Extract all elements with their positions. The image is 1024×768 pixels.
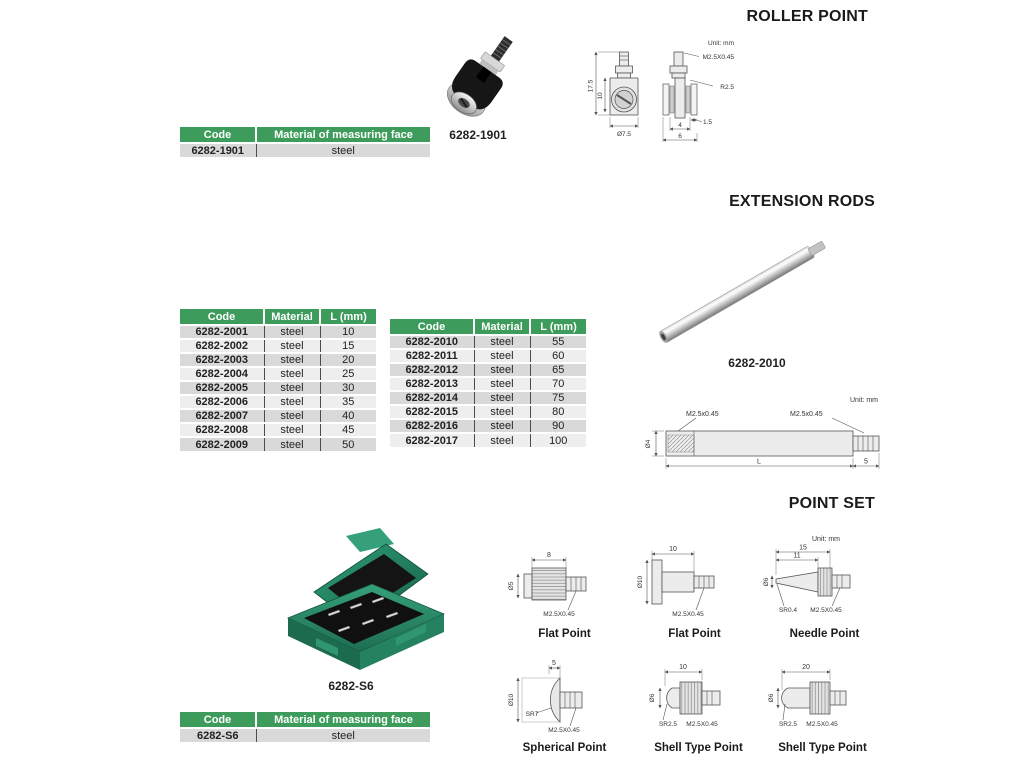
table-row (180, 353, 376, 367)
section-title-roller-point: ROLLER POINT (746, 8, 868, 25)
thread-label: M2.5X0.45 (672, 611, 704, 618)
extension-rod-photo-label: 6282-2010 (728, 356, 786, 370)
roller-point-technical-drawing (586, 34, 738, 166)
dim-left: Ø10 (637, 575, 644, 589)
table-row (180, 409, 376, 423)
table-cell: 30 (320, 381, 376, 395)
column-header: Material (264, 309, 320, 325)
dim-top: 5 (552, 660, 556, 667)
table-cell: 6282-2003 (180, 353, 264, 367)
table-cell: 6282-1901 (180, 143, 256, 157)
table-cell: steel (264, 395, 320, 409)
table-cell: 20 (320, 353, 376, 367)
table-cell: 6282-2006 (180, 395, 264, 409)
point-set-table (180, 712, 430, 742)
point-label: Spherical Point (522, 742, 607, 754)
table-cell: 6282-2017 (390, 433, 474, 447)
table-cell: 65 (530, 363, 586, 377)
table-cell: 6282-2007 (180, 409, 264, 423)
roller-point-table (180, 127, 430, 157)
table-cell: 45 (320, 423, 376, 437)
table-cell: steel (474, 433, 530, 447)
dim-left: Ø5 (508, 581, 515, 591)
table-cell: 6282-2002 (180, 339, 264, 353)
table-cell: 75 (530, 391, 586, 405)
table-cell: steel (474, 335, 530, 349)
table-cell: 6282-2001 (180, 325, 264, 339)
column-header: L (mm) (530, 319, 586, 335)
roller-point-photo-label: 6282-1901 (449, 128, 507, 142)
table-cell: 10 (320, 325, 376, 339)
rod-length-label: L (757, 458, 761, 466)
radius-dim-label: R2.5 (720, 84, 734, 91)
table-cell: 60 (530, 349, 586, 363)
thread-left-label: M2.5x0.45 (686, 411, 719, 418)
table-cell: 6282-2016 (390, 419, 474, 433)
tip-label: SR7 (525, 711, 539, 718)
column-header: Material (474, 319, 530, 335)
roller-gap-dim-label: 1.5 (703, 119, 713, 126)
table-cell: 25 (320, 367, 376, 381)
roller-point-photo (430, 34, 530, 126)
thread-label: M2.5X0.45 (543, 611, 575, 618)
table-row (390, 335, 586, 349)
shell-point-drawing-2 (760, 642, 885, 736)
section-title-point-set: POINT SET (788, 495, 875, 512)
table-row (180, 423, 376, 437)
table-cell: 6282-2009 (180, 437, 264, 451)
table-header-row (180, 712, 430, 728)
column-header: Code (180, 309, 264, 325)
table-cell: steel (474, 405, 530, 419)
table-row (180, 381, 376, 395)
tip-label: SR2.5 (778, 721, 798, 728)
column-header: Code (390, 319, 474, 335)
table-row (390, 419, 586, 433)
table-cell: steel (264, 339, 320, 353)
extension-rod-technical-drawing (628, 384, 960, 474)
table-cell: 100 (530, 433, 586, 447)
table-cell: 70 (530, 377, 586, 391)
point-label: Shell Type Point (654, 742, 743, 754)
dim-top: 10 (669, 546, 677, 553)
dim-left: Ø6 (649, 693, 656, 703)
table-row (180, 367, 376, 381)
dim-top: 10 (679, 664, 687, 671)
table-cell: steel (264, 409, 320, 423)
point-label: Flat Point (538, 628, 591, 640)
point-diagram-flat-1 (502, 528, 627, 640)
table-cell: steel (474, 391, 530, 405)
table-cell: steel (264, 437, 320, 451)
dim-left: Ø10 (508, 693, 515, 707)
column-header: Material of measuring face (256, 127, 430, 143)
table-cell: 6282-2012 (390, 363, 474, 377)
spherical-point-drawing (502, 642, 627, 736)
tip-label: SR0.4 (778, 607, 798, 614)
point-set-box-photo (276, 522, 484, 674)
table-header-row (180, 127, 430, 143)
column-header: L (mm) (320, 309, 376, 325)
table-cell: steel (264, 325, 320, 339)
table-cell: steel (256, 728, 430, 742)
table-cell: 6282-2011 (390, 349, 474, 363)
bore-dim-label: 10 (597, 92, 604, 100)
table-cell: steel (264, 353, 320, 367)
table-cell: 80 (530, 405, 586, 419)
point-diagram-shell-2 (760, 642, 885, 754)
table-cell: 55 (530, 335, 586, 349)
table-cell: 6282-2013 (390, 377, 474, 391)
thread-label: M2.5X0.45 (686, 721, 718, 728)
dim-top: 8 (547, 552, 551, 559)
table-row (390, 405, 586, 419)
rod-diameter-label: Ø4 (645, 439, 652, 449)
table-cell: steel (264, 381, 320, 395)
body-width-dim-label: 6 (678, 133, 682, 140)
point-label: Shell Type Point (778, 742, 867, 754)
extension-rods-table-left (180, 309, 376, 451)
thread-right-label: M2.5x0.45 (790, 411, 823, 418)
table-row (390, 349, 586, 363)
thread-label: M2.5X0.45 (548, 727, 580, 734)
table-header-row (390, 319, 586, 335)
tip-label: SR2.5 (658, 721, 678, 728)
point-diagram-flat-2 (632, 528, 757, 640)
table-cell: steel (474, 363, 530, 377)
extension-rod-photo (642, 226, 842, 356)
roller-width-dim-label: 4 (678, 122, 682, 129)
section-title-extension-rods: EXTENSION RODS (729, 193, 875, 210)
table-cell: steel (474, 349, 530, 363)
table-row (180, 339, 376, 353)
point-diagram-shell-1 (636, 642, 761, 754)
thread-label: M2.5X0.45 (806, 721, 838, 728)
table-row (180, 325, 376, 339)
column-header: Material of measuring face (256, 712, 430, 728)
table-cell: 6282-S6 (180, 728, 256, 742)
extension-rod-photo-shape (658, 239, 827, 344)
table-cell: 90 (530, 419, 586, 433)
table-cell: 6282-2004 (180, 367, 264, 381)
table-row (180, 437, 376, 451)
column-header: Code (180, 127, 256, 143)
needle-point-drawing (762, 528, 887, 622)
dim-left: Ø6 (768, 693, 775, 703)
table-row (390, 433, 586, 447)
roller-point-photo-shape (440, 34, 527, 124)
table-cell: steel (474, 377, 530, 391)
dim-left: Ø6 (763, 577, 770, 587)
flat-point-drawing-2 (632, 528, 757, 622)
table-header-row (180, 309, 376, 325)
flat-point-drawing-1 (502, 528, 627, 622)
unit-note: Unit: mm (812, 536, 840, 543)
stud-length-label: 5 (864, 458, 868, 466)
table-cell: steel (256, 143, 430, 157)
point-set-box-shape (288, 528, 444, 670)
table-cell: 6282-2015 (390, 405, 474, 419)
table-cell: 6282-2010 (390, 335, 474, 349)
table-cell: 6282-2008 (180, 423, 264, 437)
point-label: Needle Point (789, 628, 860, 640)
point-diagram-spherical (502, 642, 627, 754)
shell-point-drawing-1 (636, 642, 761, 736)
table-cell: steel (264, 367, 320, 381)
table-row (390, 363, 586, 377)
point-set-photo-label: 6282-S6 (328, 679, 374, 693)
unit-note: Unit: mm (850, 397, 878, 404)
table-cell: 40 (320, 409, 376, 423)
dim-top2: 11 (793, 552, 801, 560)
unit-note: Unit: mm (708, 40, 734, 47)
point-diagram-needle (762, 528, 887, 640)
dim-top: 20 (802, 664, 810, 671)
table-cell: 6282-2014 (390, 391, 474, 405)
table-cell: steel (264, 423, 320, 437)
table-cell: 50 (320, 437, 376, 451)
column-header: Code (180, 712, 256, 728)
diameter-dim-label: Ø7.5 (616, 131, 632, 138)
dim-top: 15 (799, 544, 807, 552)
table-row (390, 391, 586, 405)
thread-dim-label: M2.5X0.45 (702, 54, 734, 61)
table-row (180, 395, 376, 409)
table-cell: 6282-2005 (180, 381, 264, 395)
extension-rods-table-right (390, 319, 586, 447)
height-dim-label: 17.5 (587, 79, 595, 93)
table-cell: steel (474, 419, 530, 433)
point-label: Flat Point (668, 628, 721, 640)
table-cell: 15 (320, 339, 376, 353)
thread-label: M2.5X0.45 (810, 607, 842, 614)
table-row (390, 377, 586, 391)
table-row (180, 143, 430, 157)
table-row (180, 728, 430, 742)
table-cell: 35 (320, 395, 376, 409)
